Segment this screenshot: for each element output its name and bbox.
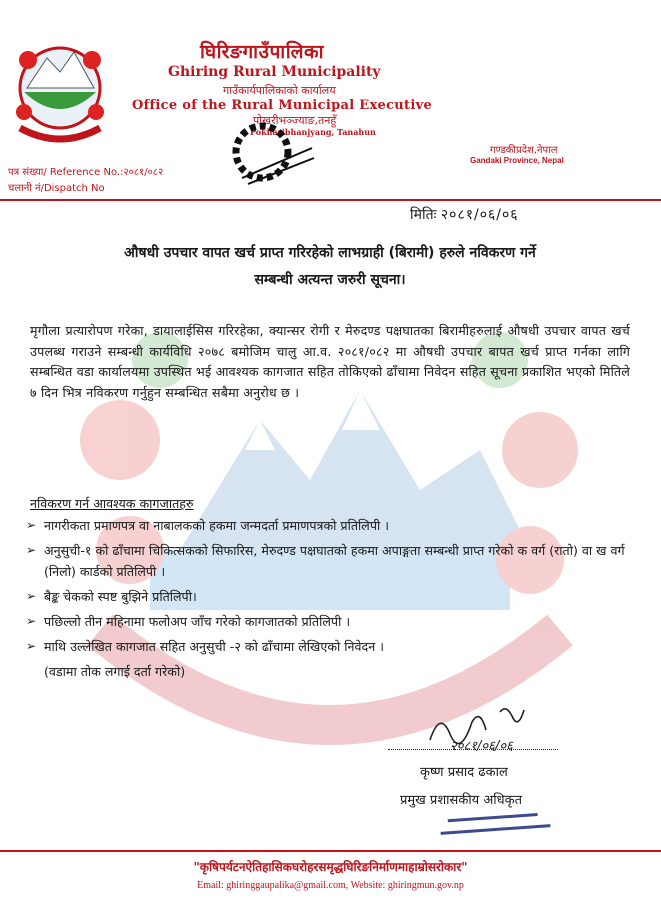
signatory-title: प्रमुख प्रशासकीय अधिकृत: [400, 793, 523, 808]
arrow-bullet-icon: ➢: [26, 518, 37, 532]
office-name-np: गाउँकार्यपालिकाको कार्यालय: [223, 84, 336, 97]
subject-line-1: औषधी उपचार वापत खर्च प्राप्त गरिरहेकाे लाभग्राही (बिरामी) हरुले नविकरण गर्ने: [124, 245, 536, 261]
handwritten-signature: [420, 700, 570, 752]
arrow-bullet-icon: ➢: [26, 589, 37, 603]
arrow-bullet-icon: ➢: [26, 639, 37, 653]
requirements-note: (वडामा तोक लगाई दर्ता गरेको): [44, 664, 186, 679]
footer-contact: Email: ghiringgaupalika@gmail.com, Website: ghiringmun.gov.np: [197, 880, 464, 891]
list-item: ➢ अनुसुची-१ को ढाँचामा चिकित्सकको सिफारिस, मेरुदण्ड पक्षघातको हकमा अपाङ्गता सम्बन्धी प्राप्त गरेको क वर्ग (रातो) वा ख वर्ग (निलो) कार्डको प्रतिलिपी ।: [26, 540, 646, 582]
requirements-list: [26, 515, 646, 682]
letter-date: [410, 205, 519, 224]
address-en: Pokharibhanjyang, Tanahun: [250, 127, 376, 137]
municipality-name-np: घिरिङगाउँपालिका: [200, 41, 325, 63]
dispatch-stamp: [222, 118, 318, 194]
municipality-name-en: Ghiring Rural Municipality: [168, 64, 381, 80]
list-item: ➢ बैङ्क चेकको स्पष्ट बुझिने प्रतिलिपी।: [26, 586, 646, 607]
signatory-name: कृष्ण प्रसाद ढकाल: [420, 765, 508, 780]
notice-subject: [10, 240, 650, 294]
requirements-heading: नविकरण गर्न आवश्यक कागजातहरु: [30, 496, 194, 511]
signature-line: [388, 749, 558, 750]
province-en: Gandaki Province, Nepal: [470, 156, 564, 165]
header-divider: [0, 199, 661, 201]
list-item: ➢ पछिल्लो तीन महिनामा फलोअप जाँच गरेको कागजातको प्रतिलिपी ।: [26, 611, 646, 632]
province-np: गण्डकीप्रदेश,नेपाल: [490, 145, 558, 156]
handwritten-date: २०८१/०६/०६: [450, 739, 513, 752]
list-item: ➢ नागरीकता प्रमाणपत्र वा नाबालकको हकमा जन्मदर्ता प्रमाणपत्रको प्रतिलिपी ।: [26, 515, 646, 536]
arrow-bullet-icon: ➢: [26, 614, 37, 628]
signature-stamp: [430, 802, 560, 842]
arrow-bullet-icon: ➢: [26, 543, 37, 557]
address-np: पोखरीभञ्ज्याङ,तनहुँ: [253, 114, 337, 127]
list-item: ➢ माथि उल्लेखित कागजात सहित अनुसुची -२ को ढाँचामा लेखिएको निवेदन ।: [26, 636, 646, 657]
nepal-emblem-icon: [12, 30, 107, 150]
date-label: मितिः: [410, 207, 437, 223]
footer-divider: [0, 850, 661, 852]
date-value: २०८१/०६/०६: [440, 207, 519, 223]
subject-line-2: सम्बन्धी अत्यन्त जरुरी सूचना।: [254, 272, 406, 288]
footer-motto: "कृषिपर्यटनऐतिहासिकघरोहरसमृद्धघिरिङनिर्माणमाहाम्रोसरोकार": [193, 860, 468, 874]
reference-number: पत्र संख्या/ Reference No.:२०८१/०८२: [8, 167, 164, 178]
office-name-en: Office of the Rural Municipal Executive: [132, 98, 433, 113]
dispatch-number: चलानी नं/Dispatch No: [8, 183, 105, 194]
notice-body: मृगौला प्रत्यारोपण गरेका, डायालाईसिस गरिरहेका, क्यान्सर रोगी र मेरुदण्ड पक्षघातका बिरामीहरुलाई औषधी उपचार वापत खर्च उपलब्ध गराउने सम्बन्धी कार्यविधि २०७८ बमोजिम चालु आ.व. २०८१/०८२ मा औषधी उपचार बापत खर्च प्राप्त गर्नका लागि सम्बन्धित वडा कार्यालयमा उपस्थित भई आवश्यक कागजात सहित तोकिएको ढाँचामा निवेदन सहित सूचना प्रकाशित भएको मितिले ७ दिन भित्र नविकरण गर्नुहुन सम्बन्धित सबैमा अनुरोध छ ।: [30, 323, 630, 401]
